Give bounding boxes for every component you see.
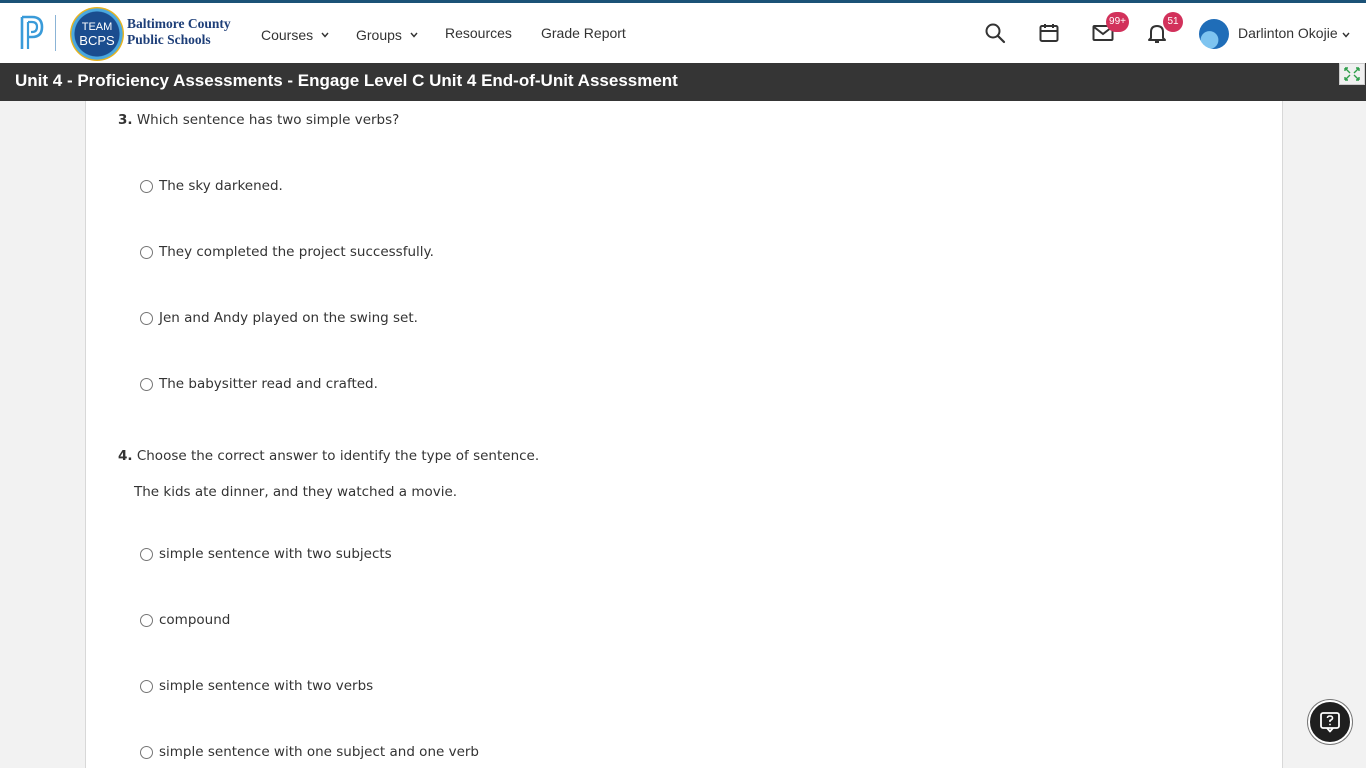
school-name-line1: Baltimore County [127, 16, 231, 31]
nav-grade-report-link[interactable]: Grade Report [541, 25, 626, 41]
choice-label: They completed the project successfully. [159, 244, 434, 260]
radio-button[interactable] [140, 378, 153, 391]
user-avatar[interactable] [1199, 19, 1229, 49]
chevron-down-icon [1342, 25, 1350, 41]
logo-divider [55, 15, 56, 51]
school-name-line2: Public Schools [127, 32, 211, 47]
question-3 [118, 112, 399, 128]
radio-button[interactable] [140, 746, 153, 759]
school-seal-logo[interactable] [70, 7, 124, 61]
question-prompt: The kids ate dinner, and they watched a movie. [134, 484, 458, 500]
nav-courses-label: Courses [261, 27, 314, 43]
powerschool-logo-icon[interactable] [18, 13, 46, 51]
question-number: 3. [118, 112, 133, 128]
chevron-down-icon [321, 25, 329, 41]
question-number: 4. [118, 448, 133, 464]
assessment-content [85, 101, 1283, 768]
question-text: Which sentence has two simple verbs? [136, 112, 400, 128]
choice-label: simple sentence with two subjects [159, 546, 392, 562]
top-navbar [0, 3, 1366, 63]
choice-label: Jen and Andy played on the swing set. [159, 310, 418, 326]
seal-text-top: TEAM [81, 21, 113, 33]
calendar-icon[interactable] [1037, 21, 1061, 45]
nav-courses-menu[interactable] [261, 25, 329, 43]
search-icon[interactable] [983, 21, 1007, 45]
choice-label: simple sentence with one subject and one verb [159, 744, 480, 760]
choice-label: compound [159, 612, 231, 628]
nav-groups-label: Groups [356, 27, 402, 43]
notifications-badge: 51 [1163, 12, 1183, 32]
mail-badge: 99+ [1106, 12, 1129, 32]
school-name [127, 16, 231, 48]
seal-text-bottom: BCPS [79, 33, 115, 48]
radio-button[interactable] [140, 312, 153, 325]
mail-icon[interactable] [1091, 16, 1126, 45]
question-text: Choose the correct answer to identify the type of sentence. [136, 448, 540, 464]
help-button[interactable] [1308, 700, 1352, 744]
choice-label: The sky darkened. [159, 178, 283, 194]
page-title: Unit 4 - Proficiency Assessments - Engage Level C Unit 4 End-of-Unit Assessment [15, 71, 678, 90]
assessment-title-bar [0, 63, 1366, 101]
bell-icon[interactable] [1145, 16, 1179, 45]
choice-label: The babysitter read and crafted. [159, 376, 378, 392]
nav-resources-link[interactable]: Resources [445, 25, 512, 41]
question-4 [118, 448, 539, 464]
help-icon [1310, 702, 1350, 742]
user-menu[interactable] [1238, 25, 1350, 41]
radio-button[interactable] [140, 180, 153, 193]
radio-button[interactable] [140, 246, 153, 259]
choice-label: simple sentence with two verbs [159, 678, 374, 694]
radio-button[interactable] [140, 548, 153, 561]
expand-icon[interactable] [1339, 63, 1365, 85]
nav-groups-menu[interactable] [356, 25, 418, 43]
radio-button[interactable] [140, 614, 153, 627]
user-name-label: Darlinton Okojie [1238, 25, 1338, 41]
radio-button[interactable] [140, 680, 153, 693]
chevron-down-icon [410, 25, 418, 41]
